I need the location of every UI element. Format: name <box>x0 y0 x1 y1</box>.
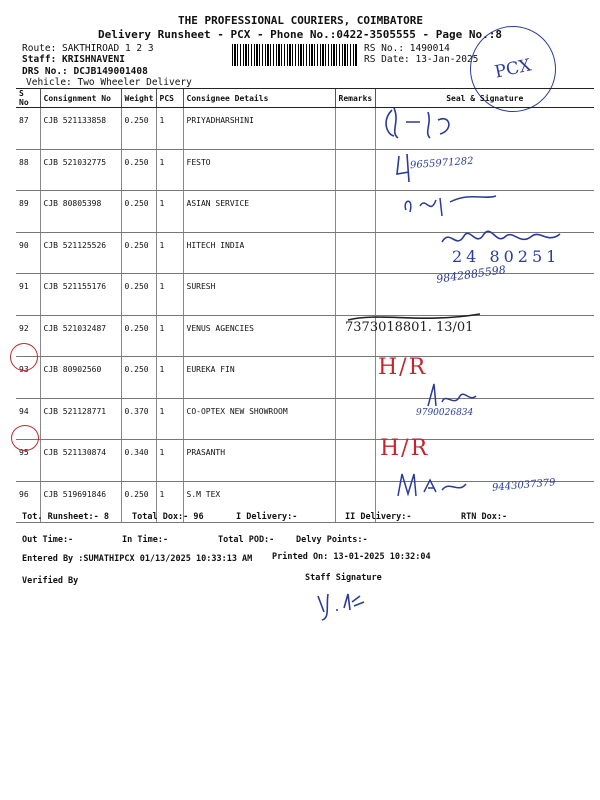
cell-signature <box>375 398 594 440</box>
cell-remarks <box>335 398 375 440</box>
signature-89 <box>400 186 520 222</box>
cell-weight: 0.250 <box>121 274 156 316</box>
handwriting-90: 24 80251 <box>452 247 561 266</box>
cell-pcs: 1 <box>156 232 183 274</box>
col-remarks: Remarks <box>335 89 375 108</box>
col-sno: S No <box>16 89 40 108</box>
rtn-dox: RTN Dox:- <box>461 512 508 522</box>
cell-weight: 0.250 <box>121 232 156 274</box>
handwriting-92: 7373018801. 13/01 <box>345 320 474 335</box>
signature-96 <box>396 470 496 500</box>
staff-signature <box>314 588 374 622</box>
entered-by: Entered By :SUMATHIPCX 01/13/2025 10:33:13 AM <box>22 554 253 564</box>
company-title: THE PROFESSIONAL COURIERS, COIMBATORE <box>178 14 424 27</box>
handwriting-88: 9655971282 <box>409 155 474 172</box>
cell-weight: 0.370 <box>121 398 156 440</box>
ii-delivery: II Delivery:- <box>345 512 412 522</box>
cell-pcs: 1 <box>156 481 183 523</box>
handwriting-95: H/R <box>380 436 430 461</box>
cell-consignment: CJB 80805398 <box>40 191 121 233</box>
cell-consignment: CJB 521128771 <box>40 398 121 440</box>
cell-weight: 0.250 <box>121 315 156 357</box>
rs-number: RS No.: 1490014 <box>364 43 450 54</box>
col-seal-signature: Seal & Signature <box>375 89 594 108</box>
staff-signature-label: Staff Signature <box>305 573 382 583</box>
cell-consignee: FESTO <box>183 149 335 191</box>
cell-sno: 87 <box>16 108 40 150</box>
cell-sno: 92 <box>16 315 40 357</box>
table-row <box>16 274 594 316</box>
out-time: Out Time:- <box>22 535 74 545</box>
i-delivery: I Delivery:- <box>236 512 298 522</box>
cell-weight: 0.250 <box>121 149 156 191</box>
table-row <box>16 398 594 440</box>
cell-consignment: CJB 521133858 <box>40 108 121 150</box>
cell-consignee: PRASANTH <box>183 440 335 482</box>
cell-remarks <box>335 191 375 233</box>
verified-by: Verified By <box>22 576 79 586</box>
total-dox: Total Dox:- 96 <box>132 512 204 522</box>
cell-consignee: EUREKA FIN <box>183 357 335 399</box>
cell-remarks <box>335 108 375 150</box>
cell-weight: 0.250 <box>121 357 156 399</box>
cell-pcs: 1 <box>156 149 183 191</box>
cell-pcs: 1 <box>156 315 183 357</box>
cell-pcs: 1 <box>156 191 183 233</box>
cell-consignment: CJB 521032487 <box>40 315 121 357</box>
cell-pcs: 1 <box>156 108 183 150</box>
table-header-row <box>16 89 594 108</box>
cell-weight: 0.250 <box>121 481 156 523</box>
cell-weight: 0.250 <box>121 108 156 150</box>
cell-sno: 94 <box>16 398 40 440</box>
cell-consignment: CJB 521125526 <box>40 232 121 274</box>
table-row <box>16 315 594 357</box>
cell-sno: 91 <box>16 274 40 316</box>
cell-sno: 95 <box>16 440 40 482</box>
signature-94 <box>420 380 480 410</box>
cell-consignee: CO-OPTEX NEW SHOWROOM <box>183 398 335 440</box>
cell-remarks <box>335 440 375 482</box>
cell-sno: 89 <box>16 191 40 233</box>
cell-weight: 0.340 <box>121 440 156 482</box>
handwriting-96: 9443037379 <box>491 477 556 494</box>
handwriting-93: H/R <box>378 355 428 380</box>
handwriting-91: 9842885598 <box>435 263 507 286</box>
cell-consignment: CJB 521032775 <box>40 149 121 191</box>
route-text: Route: SAKTHIROAD 1 2 3 <box>22 43 154 54</box>
cell-consignee: HITECH INDIA <box>183 232 335 274</box>
cell-consignment: CJB 80902560 <box>40 357 121 399</box>
pcx-stamp: PCX <box>462 18 564 120</box>
cell-pcs: 1 <box>156 440 183 482</box>
cell-remarks <box>335 357 375 399</box>
cell-consignment: CJB 519691846 <box>40 481 121 523</box>
handwriting-94: 9790026834 <box>416 408 474 418</box>
cell-consignee: S.M TEX <box>183 481 335 523</box>
rs-date: RS Date: 13-Jan-2025 <box>364 54 479 65</box>
total-pod: Total POD:- <box>218 535 275 545</box>
cell-pcs: 1 <box>156 357 183 399</box>
printed-on: Printed On: 13-01-2025 10:32:04 <box>272 552 431 562</box>
red-circle-93 <box>10 343 38 371</box>
cell-sno: 93 <box>16 357 40 399</box>
table-row <box>16 108 594 150</box>
table-row <box>16 357 594 399</box>
red-circle-95 <box>11 425 39 451</box>
vehicle-text: Vehicle: Two Wheeler Delivery <box>26 77 192 88</box>
cell-sno: 96 <box>16 481 40 523</box>
col-weight: Weight <box>121 89 156 108</box>
cell-consignee: ASIAN SERVICE <box>183 191 335 233</box>
cell-consignee: PRIYADHARSHINI <box>183 108 335 150</box>
cell-pcs: 1 <box>156 398 183 440</box>
tot-runsheet: Tot. Runsheet:- 8 <box>22 512 109 522</box>
barcode <box>232 44 358 66</box>
drs-number: DRS No.: DCJB149001408 <box>22 66 148 77</box>
table-row <box>16 440 594 482</box>
runsheet-title: Delivery Runsheet - PCX - Phone No.:0422-3505555 - Page No.:8 <box>98 28 502 41</box>
cell-consignment: CJB 521155176 <box>40 274 121 316</box>
cell-weight: 0.250 <box>121 191 156 233</box>
col-consignee: Consignee Details <box>183 89 335 108</box>
cell-sno: 88 <box>16 149 40 191</box>
cell-remarks <box>335 149 375 191</box>
cell-consignee: SURESH <box>183 274 335 316</box>
col-pcs: PCS <box>156 89 183 108</box>
cell-remarks <box>335 232 375 274</box>
cell-consignment: CJB 521130874 <box>40 440 121 482</box>
cell-consignee: VENUS AGENCIES <box>183 315 335 357</box>
cell-pcs: 1 <box>156 274 183 316</box>
delvy-points: Delvy Points:- <box>296 535 368 545</box>
in-time: In Time:- <box>122 535 169 545</box>
signature-87 <box>380 100 470 142</box>
staff-text: Staff: KRISHNAVENI <box>22 54 125 65</box>
col-consignment: Consignment No <box>40 89 121 108</box>
cell-sno: 90 <box>16 232 40 274</box>
